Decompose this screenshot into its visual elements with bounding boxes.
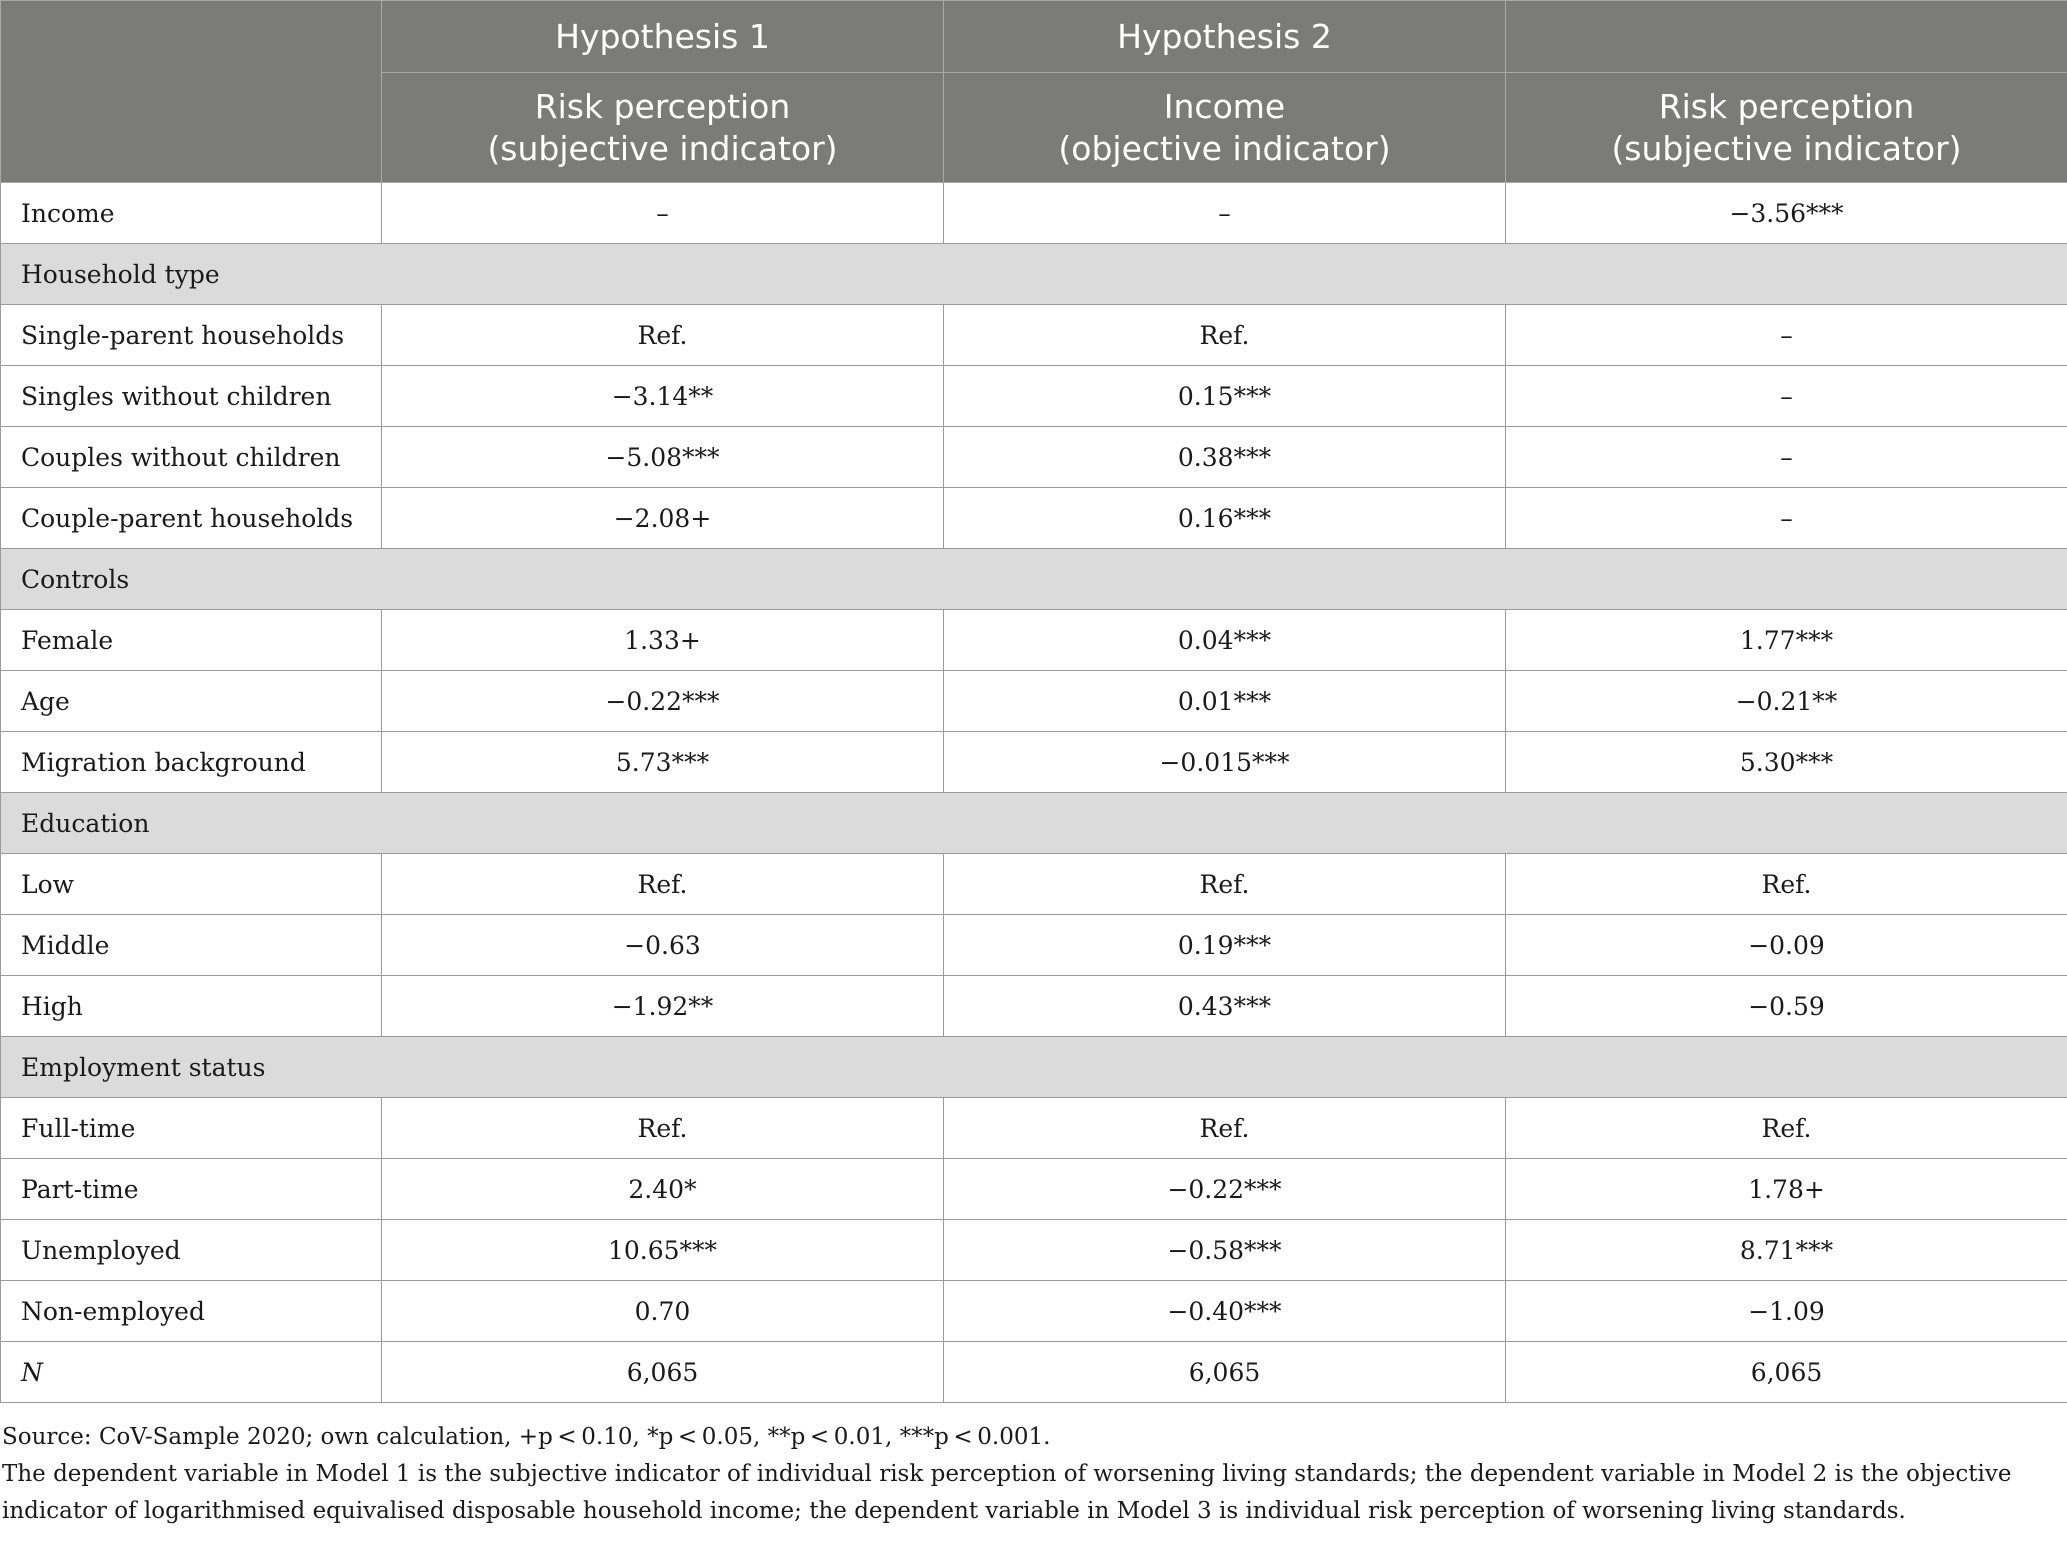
- header-col-3: [1506, 73, 2067, 183]
- section-label: Household type: [1, 244, 2067, 305]
- cell-model-1: Ref.: [382, 1098, 944, 1159]
- header-hypothesis-1: Hypothesis 1: [382, 1, 944, 73]
- row-label: Non-employed: [1, 1281, 382, 1342]
- row-label: Unemployed: [1, 1220, 382, 1281]
- cell-model-3: –: [1506, 366, 2067, 427]
- cell-model-1: −5.08***: [382, 427, 944, 488]
- cell-model-2: −0.40***: [944, 1281, 1506, 1342]
- cell-model-3: −3.56***: [1506, 183, 2067, 244]
- row-label: Singles without children: [1, 366, 382, 427]
- row-label: N: [1, 1342, 382, 1403]
- cell-model-3: –: [1506, 305, 2067, 366]
- cell-model-3: −0.09: [1506, 915, 2067, 976]
- section-row-employment: [1, 1037, 2067, 1098]
- table-row-migration: [1, 732, 2067, 793]
- table-row-female: [1, 610, 2067, 671]
- header-col-2: [944, 73, 1506, 183]
- cell-model-3: –: [1506, 488, 2067, 549]
- table-row-part-time: [1, 1159, 2067, 1220]
- row-label: High: [1, 976, 382, 1037]
- section-label: Controls: [1, 549, 2067, 610]
- table-row-singles-no-children: [1, 366, 2067, 427]
- header-col-1: [382, 73, 944, 183]
- cell-model-3: −1.09: [1506, 1281, 2067, 1342]
- row-label: Middle: [1, 915, 382, 976]
- table-row-single-parent: [1, 305, 2067, 366]
- table-row-unemployed: [1, 1220, 2067, 1281]
- header-col-1-line-1: Risk perception: [534, 86, 791, 126]
- cell-model-2: –: [944, 183, 1506, 244]
- cell-model-2: −0.58***: [944, 1220, 1506, 1281]
- section-row-controls: [1, 549, 2067, 610]
- cell-model-2: 0.38***: [944, 427, 1506, 488]
- section-label: Employment status: [1, 1037, 2067, 1098]
- cell-model-1: –: [382, 183, 944, 244]
- row-label: Part-time: [1, 1159, 382, 1220]
- row-label: Couple-parent households: [1, 488, 382, 549]
- cell-model-1: 0.70: [382, 1281, 944, 1342]
- source-note: Source: CoV-Sample 2020; own calculation, +p < 0.10, *p < 0.05, **p < 0.01, ***p < 0.001.: [2, 1424, 1051, 1450]
- cell-model-1: −0.63: [382, 915, 944, 976]
- cell-model-3: 8.71***: [1506, 1220, 2067, 1281]
- section-row-household-type: [1, 244, 2067, 305]
- table-row-age: [1, 671, 2067, 732]
- table-row-couples-no-children: [1, 427, 2067, 488]
- table-row-couple-parent: [1, 488, 2067, 549]
- header-hypothesis-blank: [1506, 1, 2067, 73]
- cell-model-2: Ref.: [944, 305, 1506, 366]
- header-col-3-line-2: (subjective indicator): [1611, 128, 1962, 168]
- table-notes: [2, 1419, 2062, 1530]
- cell-model-1: −1.92**: [382, 976, 944, 1037]
- cell-model-1: 2.40*: [382, 1159, 944, 1220]
- cell-model-3: −0.59: [1506, 976, 2067, 1037]
- row-label: Couples without children: [1, 427, 382, 488]
- row-label: Income: [1, 183, 382, 244]
- cell-model-1: 10.65***: [382, 1220, 944, 1281]
- cell-model-1: −3.14**: [382, 366, 944, 427]
- cell-model-2: 0.04***: [944, 610, 1506, 671]
- row-label: Female: [1, 610, 382, 671]
- cell-model-1: Ref.: [382, 305, 944, 366]
- cell-model-3: Ref.: [1506, 1098, 2067, 1159]
- row-label: Full-time: [1, 1098, 382, 1159]
- cell-model-3: 1.78+: [1506, 1159, 2067, 1220]
- cell-model-2: Ref.: [944, 854, 1506, 915]
- table-row-income: [1, 183, 2067, 244]
- cell-model-2: 0.43***: [944, 976, 1506, 1037]
- cell-model-1: 6,065: [382, 1342, 944, 1403]
- header-col-2-line-2: (objective indicator): [1058, 128, 1391, 168]
- cell-model-1: 5.73***: [382, 732, 944, 793]
- cell-model-2: 0.01***: [944, 671, 1506, 732]
- cell-model-2: −0.22***: [944, 1159, 1506, 1220]
- cell-model-1: Ref.: [382, 854, 944, 915]
- table-row-high: [1, 976, 2067, 1037]
- table-row-middle: [1, 915, 2067, 976]
- header-col-2-line-1: Income: [1163, 86, 1286, 126]
- cell-model-3: Ref.: [1506, 854, 2067, 915]
- table-row-non-employed: [1, 1281, 2067, 1342]
- row-label: Migration background: [1, 732, 382, 793]
- header-corner: [1, 1, 382, 183]
- cell-model-2: Ref.: [944, 1098, 1506, 1159]
- cell-model-3: 6,065: [1506, 1342, 2067, 1403]
- cell-model-3: 5.30***: [1506, 732, 2067, 793]
- section-label: Education: [1, 793, 2067, 854]
- cell-model-1: −2.08+: [382, 488, 944, 549]
- cell-model-2: 0.16***: [944, 488, 1506, 549]
- cell-model-1: −0.22***: [382, 671, 944, 732]
- cell-model-3: −0.21**: [1506, 671, 2067, 732]
- row-label: Age: [1, 671, 382, 732]
- cell-model-1: 1.33+: [382, 610, 944, 671]
- cell-model-3: 1.77***: [1506, 610, 2067, 671]
- cell-model-2: 6,065: [944, 1342, 1506, 1403]
- header-row-hypotheses: [1, 1, 2067, 73]
- description-note: The dependent variable in Model 1 is the subjective indicator of individual risk perception of worsening living standards; the dependent variable in Model 2 is the objective indicator of logarithmised equivalised disposable household income; the dependent variable in Model 3 is individual risk perception of worsening living standards.: [2, 1461, 2012, 1524]
- header-col-1-line-2: (subjective indicator): [487, 128, 838, 168]
- row-label: Low: [1, 854, 382, 915]
- header-col-3-line-1: Risk perception: [1658, 86, 1915, 126]
- section-row-education: [1, 793, 2067, 854]
- cell-model-3: –: [1506, 427, 2067, 488]
- table-row-full-time: [1, 1098, 2067, 1159]
- row-label: Single-parent households: [1, 305, 382, 366]
- header-hypothesis-2: Hypothesis 2: [944, 1, 1506, 73]
- cell-model-2: 0.19***: [944, 915, 1506, 976]
- cell-model-2: −0.015***: [944, 732, 1506, 793]
- table-row-low: [1, 854, 2067, 915]
- cell-model-2: 0.15***: [944, 366, 1506, 427]
- table-row-n: [1, 1342, 2067, 1403]
